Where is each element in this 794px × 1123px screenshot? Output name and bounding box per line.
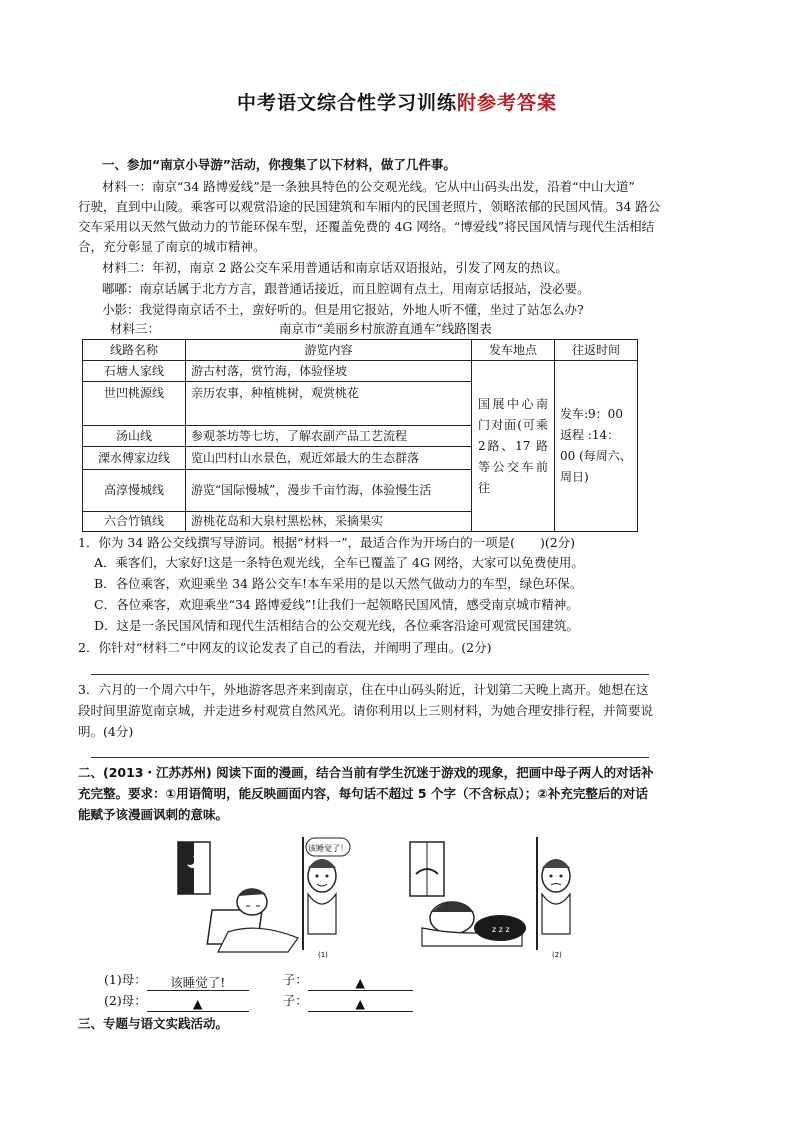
dialogue-row-2 bbox=[104, 991, 413, 1012]
mom-prefix-2: (2)母： bbox=[104, 993, 147, 1008]
son-line-1[interactable]: ▲ bbox=[308, 973, 413, 991]
svg-text:z z z: z z z bbox=[492, 925, 510, 934]
table-header: 发车地点 bbox=[472, 340, 555, 361]
route-content: 游桃花岛和大泉村黑松林，采摘果实 bbox=[186, 512, 472, 532]
table-header: 游览内容 bbox=[186, 340, 472, 361]
route-name: 世凹桃源线 bbox=[83, 382, 186, 426]
route-name: 高淳慢城线 bbox=[83, 470, 186, 512]
route-name: 石塘人家线 bbox=[83, 361, 186, 382]
cartoon-panel-1 bbox=[168, 832, 364, 962]
material1-line3: 交车采用以天然气做动力的节能环保车型，还覆盖免费的 4G 网络。“博爱线”将民国风情与现代生活相结 bbox=[78, 219, 655, 234]
table-row bbox=[83, 361, 638, 382]
panel-label-1: (1) bbox=[318, 951, 328, 959]
route-content: 游古村落，赏竹海，体验怪坡 bbox=[186, 361, 472, 382]
answer-line-q2[interactable] bbox=[91, 674, 649, 675]
material3-caption: 南京市“美丽乡村旅游直通车”线路图表 bbox=[279, 321, 492, 336]
title-suffix: 附参考答案 bbox=[457, 92, 558, 114]
question1-option-a: A．乘客们，大家好!这是一条特色观光线，全车已覆盖了 4G 网络，大家可以免费使用。 bbox=[94, 555, 584, 570]
mom-line-2[interactable]: ▲ bbox=[147, 994, 249, 1012]
page-title bbox=[0, 88, 794, 115]
material1-line1: 材料一：南京“34 路博爱线”是一条独具特色的公交观光线。它从中山码头出发，沿着“中山大道” bbox=[102, 179, 635, 194]
question1-stem: 1．你为 34 路公交线撰写导游词。根据“材料一”，最适合作为开场白的一项是( )(2分) bbox=[78, 535, 576, 550]
table-header-row bbox=[83, 340, 638, 361]
material1-line4: 合，充分彰显了南京的城市精神。 bbox=[78, 239, 266, 254]
section2-line1: 二、(2013・江苏苏州) 阅读下面的漫画，结合当前有学生沉迷于游戏的现象，把画中母子两人的对话补 bbox=[78, 765, 654, 780]
son-line-2[interactable]: ▲ bbox=[308, 994, 413, 1012]
comment-xiaoying: 小影：我觉得南京话不土，蛮好听的。但是用它报站，外地人听不懂，坐过了站怎么办? bbox=[102, 302, 584, 317]
cartoon-panel-2 bbox=[402, 832, 598, 962]
question2-stem: 2．你针对“材料二”中网友的议论发表了自己的看法，并阐明了理由。(2分) bbox=[78, 640, 492, 655]
route-name: 溧水傅家边线 bbox=[83, 447, 186, 470]
mom-prefix-1: (1)母： bbox=[104, 972, 147, 987]
mom-line-1[interactable]: 该睡觉了! bbox=[147, 973, 249, 991]
route-content: 亲历农事，种植桃树，观赏桃花 bbox=[186, 382, 472, 426]
section2-line2: 充完整。要求：①用语简明，能反映画面内容，每句话不超过 5 个字（不含标点）；②补充完整后的对话 bbox=[78, 786, 648, 801]
route-table bbox=[82, 339, 638, 532]
route-content: 览山凹村山水景色，观近郊最大的生态群落 bbox=[186, 447, 472, 470]
route-name: 汤山线 bbox=[83, 426, 186, 447]
route-content: 游览“国际慢城”，漫步千亩竹海，体验慢生活 bbox=[186, 470, 472, 512]
material1-line2: 行驶，直到中山陵。乘客可以观赏沿途的民国建筑和车厢内的民国老照片，领略浓郁的民国风情。34 路公 bbox=[78, 199, 661, 214]
dialogue-row-1 bbox=[104, 970, 413, 991]
comment-dudu: 嘟嘟：南京话属于北方方言，跟普通话接近，而且腔调有点土，用南京话报站，没必要。 bbox=[102, 281, 590, 296]
speech-bubble: 该睡觉了！ bbox=[308, 844, 348, 853]
panel-label-2: (2) bbox=[552, 951, 562, 959]
times-cell: 发车:9：00 返程 :14：00 (每周六、周日) bbox=[555, 361, 638, 532]
route-content: 参观茶坊等七坊，了解农副产品工艺流程 bbox=[186, 426, 472, 447]
route-name: 六合竹镇线 bbox=[83, 512, 186, 532]
section1-heading: 一、参加“南京小导游”活动，你搜集了以下材料，做了几件事。 bbox=[102, 157, 456, 172]
table-header: 往返时间 bbox=[555, 340, 638, 361]
son-prefix-2: 子： bbox=[282, 993, 308, 1008]
answer-line-q3[interactable] bbox=[91, 757, 649, 758]
section3-heading: 三、专题与语文实践活动。 bbox=[78, 1016, 229, 1031]
question1-option-b: B．各位乘客，欢迎乘坐 34 路公交车!本车采用的是以天然气做动力的车型，绿色环保。 bbox=[94, 576, 583, 591]
title-main: 中考语文综合性学习训练 bbox=[236, 92, 457, 114]
question3-line3: 明。(4分) bbox=[78, 724, 134, 739]
material3-label: 材料三： bbox=[110, 321, 161, 336]
departure-cell: 国展中心南门对面(可乘2路、17 路等公交车前往 bbox=[472, 361, 555, 532]
question1-option-c: C．各位乘客，欢迎乘坐“34 路博爱线”!让我们一起领略民国风情，感受南京城市精神。 bbox=[94, 597, 579, 612]
question1-option-d: D．这是一条民国风情和现代生活相结合的公交观光线，各位乘客沿途可观赏民国建筑。 bbox=[94, 618, 580, 633]
question3-line2: 段时间里游览南京城，并走进乡村观赏自然风光。请你利用以上三则材料，为她合理安排行程，并简要说 bbox=[78, 703, 654, 718]
section2-line3: 能赋予该漫画讽刺的意味。 bbox=[78, 807, 229, 822]
question3-line1: 3．六月的一个周六中午，外地游客思齐来到南京，住在中山码头附近，计划第二天晚上离开。她想在这 bbox=[78, 682, 649, 697]
material2-text: 材料二：年初，南京 2 路公交车采用普通话和南京话双语报站，引发了网友的热议。 bbox=[102, 260, 568, 275]
son-prefix-1: 子： bbox=[282, 972, 308, 987]
table-header: 线路名称 bbox=[83, 340, 186, 361]
